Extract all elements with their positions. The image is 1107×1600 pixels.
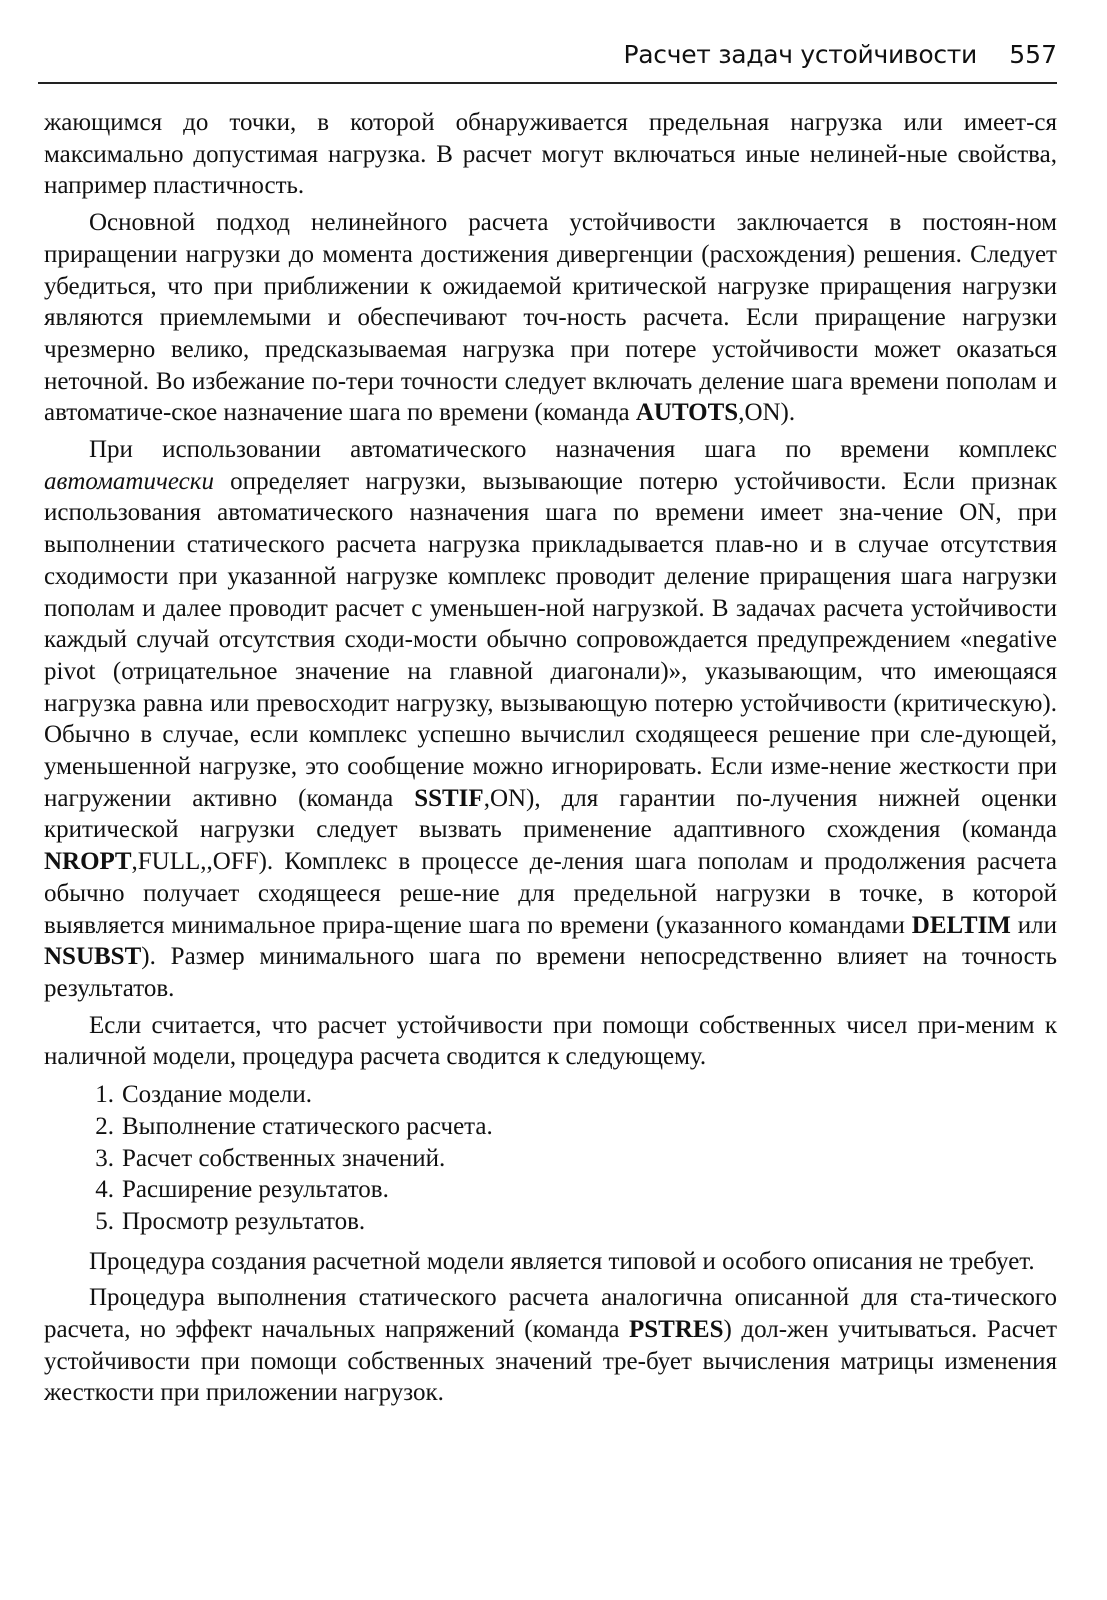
paragraph-text: жающимся до точки, в которой обнаруживается предельная нагрузка или имеет-ся максимально допустимая нагрузка. В расчет могут включаться иные нелиней-ные свойства, например пластичность. (44, 109, 1057, 200)
list-item (44, 1143, 1057, 1175)
command-name: NSUBST (44, 943, 142, 971)
paragraph-continued (44, 107, 1057, 202)
paragraph-text: или (1010, 911, 1058, 939)
paragraph-static-analysis (44, 1282, 1057, 1409)
list-item (44, 1111, 1057, 1143)
paragraph-text: ,FULL,,OFF). Комплекс в процессе де-ления шага пополам и продолжения расчета обычно получает сходящееся реше-ние для предельной нагрузки в точке, в которой выявляется минимальное прира-щение шага по времени (указанного командами (44, 848, 1057, 939)
page-number: 557 (1009, 40, 1057, 69)
list-item (44, 1174, 1057, 1206)
emphasis-text: автоматически (44, 467, 214, 495)
list-text: Расчет собственных значений. (122, 1144, 446, 1172)
list-number: 1. (95, 1081, 114, 1109)
list-text: Создание модели. (122, 1081, 313, 1109)
paragraph-text: Процедура выполнения статического расчета аналогична описанной для ста-тического расчета, но эффект начальных напряжений (команда (44, 1284, 1057, 1344)
procedure-steps-list (44, 1079, 1057, 1238)
list-number: 4. (95, 1176, 114, 1204)
paragraph-text: ) дол-жен учитываться. Расчет устойчивости при помощи собственных значений тре-бует вычисления матрицы изменения жесткости при приложении нагрузок. (44, 1316, 1057, 1407)
paragraph-text: Если считается, что расчет устойчивости при помощи собственных чисел при-меним к наличной модели, процедура расчета сводится к следующему. (44, 1011, 1057, 1071)
list-text: Выполнение статического расчета. (122, 1112, 493, 1140)
paragraph-auto-time-step (44, 434, 1057, 1005)
paragraph-text: Процедура создания расчетной модели является типовой и особого описания не требует. (89, 1247, 1035, 1275)
list-item (44, 1079, 1057, 1111)
paragraph-nonlinear-approach (44, 207, 1057, 429)
paragraph-text: При использовании автоматического назначения шага по времени комплекс (89, 436, 1057, 464)
paragraph-text: ). Размер минимального шага по времени непосредственно влияет на точность результатов. (44, 943, 1057, 1002)
paragraph-text: Основной подход нелинейного расчета устойчивости заключается в постоян-ном приращении нагрузки до момента достижения дивергенции (расхождения) решения. Следует убедиться, что при приближении к ожидаемой критической нагрузке приращения нагрузки являются приемлемыми и обеспечивают точ-ность расчета. Если приращение нагрузки чрезмерно велико, предсказываемая нагрузка при потере устойчивости может оказаться неточной. Во избежание по-тери точности следует включать деление шага времени пополам и автоматиче-ское назначение шага по времени (команда (44, 209, 1057, 427)
text-body (44, 107, 1057, 1409)
list-number: 5. (95, 1207, 114, 1235)
paragraph-eigen-procedure (44, 1010, 1057, 1073)
command-name: PSTRES (629, 1316, 724, 1344)
list-number: 2. (95, 1112, 114, 1140)
command-name: SSTIF (414, 784, 484, 812)
running-header (38, 28, 1057, 84)
command-name: NROPT (44, 848, 132, 876)
paragraph-text: определяет нагрузки, вызывающие потерю устойчивости. Если признак использования автоматического назначения шага по времени имеет зна-чение ON, при выполнении статического расчета нагрузка прикладывается плав-но и в случае отсутствия сходимости при указанной нагрузке комплекс проводит деление приращения шага нагрузки пополам и далее проводит расчет с уменьшен-ной нагрузкой. В задачах расчета устойчивости каждый случай отсутствия сходи-мости обычно сопровождается предупреждением «negative pivot (отрицательное значение на главной диагонали)», указывающим, что имеющаяся нагрузка равна или превосходит нагрузку, вызывающую потерю устойчивости (критическую). Обычно в случае, если комплекс успешно вычислил сходящееся решение при сле-дующей, уменьшенной нагрузке, это сообщение можно игнорировать. Если изме-нение жесткости при нагружении активно (команда (44, 467, 1057, 812)
list-text: Просмотр результатов. (122, 1207, 366, 1235)
list-item (44, 1206, 1057, 1238)
command-name: AUTOTS (635, 399, 739, 427)
paragraph-model-creation (44, 1246, 1057, 1278)
paragraph-text: ,ON), для гарантии по-лучения нижней оценки критической нагрузки следует вызвать применение адаптивного схождения (команда (44, 784, 1057, 844)
list-number: 3. (95, 1144, 114, 1172)
list-text: Расширение результатов. (122, 1176, 389, 1204)
command-name: DELTIM (911, 911, 1011, 939)
running-title: Расчет задач устойчивости (623, 40, 977, 69)
paragraph-text: ,ON). (738, 399, 796, 427)
